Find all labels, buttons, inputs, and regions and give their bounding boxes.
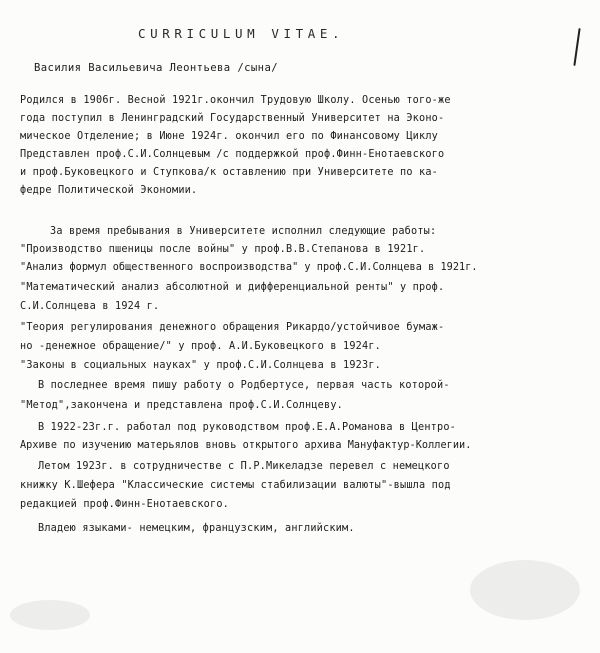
text-line: федре Политической Экономии. <box>20 185 198 196</box>
pen-mark <box>573 28 580 66</box>
text-line: и проф.Буковецкого и Ступкова/к оставлению при Университете по ка- <box>20 167 439 178</box>
text-line: года поступил в Ленинградский Государственный Университет на Эконо- <box>20 113 445 124</box>
text-line: книжку К.Шефера "Классические системы стабилизации валюты"-вышла под <box>20 480 451 491</box>
text-line: Архиве по изучению матерьялов вновь открытого архива Мануфактур-Коллегии. <box>20 440 472 451</box>
text-line: "Теория регулирования денежного обращения Рикардо/устойчивое бумаж- <box>20 322 445 333</box>
document-subtitle: Василия Васильевича Леонтьева /сына/ <box>34 62 279 74</box>
text-line: Летом 1923г. в сотрудничестве с П.Р.Микеладзе перевел с немецкого <box>38 461 450 472</box>
paper-smudge <box>10 600 90 630</box>
text-line: "Производство пшеницы после войны" у проф.В.В.Степанова в 1921г. <box>20 244 426 255</box>
text-line: редакцией проф.Финн-Енотаевского. <box>20 499 230 510</box>
text-line: Владею языками- немецким, французским, английским. <box>38 523 355 534</box>
text-line: "Законы в социальных науках" у проф.С.И.Солнцева в 1923г. <box>20 360 382 371</box>
text-line: но -денежное обращение/" у проф. А.И.Буковецкого в 1924г. <box>20 341 382 352</box>
paper-smudge <box>470 560 580 620</box>
text-line: "Математический анализ абсолютной и дифференциальной ренты" у проф. <box>20 282 445 293</box>
text-line: "Метод",закончена и представлена проф.С.И.Солнцеву. <box>20 400 344 411</box>
text-line: В 1922-23г.г. работал под руководством проф.Е.А.Романова в Центро- <box>38 422 457 433</box>
text-line: Родился в 1906г. Весной 1921г.окончил Трудовую Школу. Осенью того-же <box>20 95 451 106</box>
document-title: CURRICULUM VITAE. <box>138 26 345 41</box>
text-line: В последнее время пишу работу о Родбертусе, первая часть которой- <box>38 380 450 391</box>
text-line: Представлен проф.С.И.Солнцевым /с поддержкой проф.Финн-Енотаевского <box>20 149 445 160</box>
text-line: За время пребывания в Университете исполнил следующие работы: <box>50 226 437 237</box>
text-line: "Анализ формул общественного воспроизводства" у проф.С.И.Солнцева в 1921г. <box>20 262 478 273</box>
text-line: мическое Отделение; в Июне 1924г. окончил его по Финансовому Циклу <box>20 131 439 142</box>
text-line: С.И.Солнцева в 1924 г. <box>20 301 160 312</box>
